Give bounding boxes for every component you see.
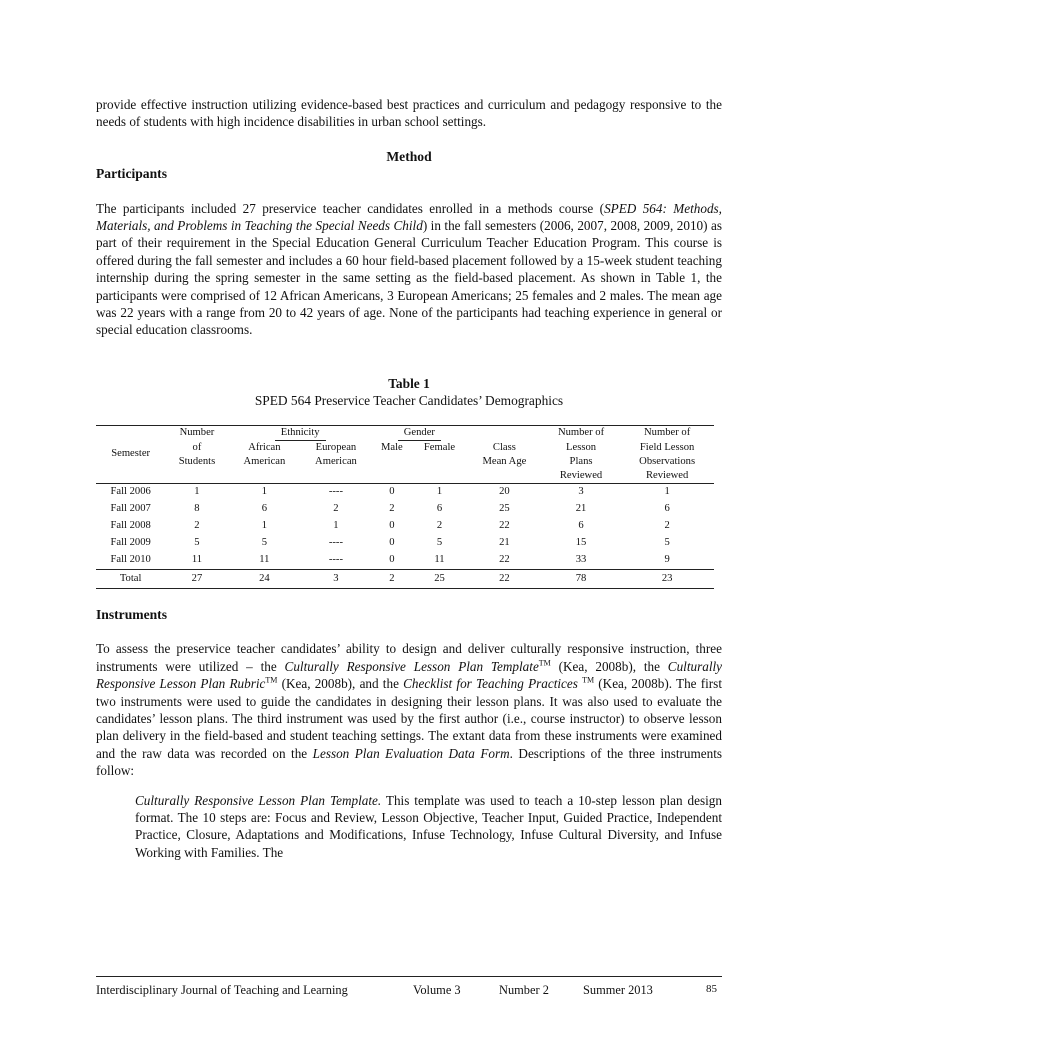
table-cell: 5	[664, 537, 670, 549]
table-cell: Fall 2008	[110, 520, 151, 532]
table-cell: 2	[372, 569, 412, 588]
col-semester: Semester	[96, 425, 165, 483]
footer-season: Summer 2013	[583, 983, 653, 997]
table-cell: Fall 2006	[110, 486, 151, 498]
table-cell: 1	[333, 520, 339, 532]
table-cell: 22	[499, 520, 510, 532]
table-cell: 2	[436, 520, 443, 532]
table-cell: ----	[328, 486, 343, 498]
table-cell: 6	[436, 503, 443, 515]
page-footer	[96, 976, 722, 998]
table-row	[96, 552, 714, 570]
table-cell: 9	[664, 554, 670, 566]
table-cell: 1	[664, 486, 670, 498]
table-cell: Fall 2007	[110, 503, 151, 515]
table-cell: 22	[499, 554, 510, 566]
table-cell: 22	[467, 569, 542, 588]
instruments-heading: Instruments	[96, 606, 167, 622]
col-gender: Gender	[372, 425, 467, 441]
table-cell: 11	[191, 554, 203, 566]
table-cell: 25	[499, 503, 510, 515]
document-page	[96, 96, 722, 861]
table-cell: 25	[412, 569, 467, 588]
table-caption: SPED 564 Preservice Teacher Candidates’ Demographics	[254, 392, 564, 408]
table-label: Table 1	[388, 375, 430, 391]
instruments-paragraph: To assess the preservice teacher candidates’ ability to design and deliver culturally responsive instruction, three instruments were utilized – the Culturally Responsive Lesson Plan Template™ (Kea, 2008b), the Culturally Responsive Lesson Plan Rubric™ (Kea, 2008b), and the Checklist for Teaching Practices ™ (Kea, 2008b). The first two instruments were used to guide the candidates in designing their lesson plans. It was also used to evaluate the candidates’ lesson plans. The third instrument was used by the first author (i.e., course instructor) to observe lesson plan delivery in the field-based and student teaching settings. The extant data from these instruments were examined and the raw data was recorded on the Lesson Plan Evaluation Data Form. Descriptions of the three instruments follow:	[96, 641, 722, 779]
table-cell: 27	[165, 569, 228, 588]
table-cell: 0	[389, 554, 395, 566]
table-cell: 1	[261, 520, 268, 532]
table-cell: 5	[194, 537, 200, 549]
course-title: SPED 564: Methods, Materials, and Problems in Teaching the Special Needs Child	[96, 200, 722, 234]
table-cell: 78	[542, 569, 620, 588]
table-cell: 1	[194, 486, 200, 498]
table-cell: 3	[300, 569, 372, 588]
table-cell: 1	[261, 486, 268, 498]
participants-paragraph: The participants included 27 preservice teacher candidates enrolled in a methods course (SPED 564: Methods, Materials, and Problems in Teaching the Special Needs Child) in the fall semesters (2006, 2007, 2008, 2009, 2010) as part of their requirement in the Special Education General Curriculum Teacher Education Program. This course is offered during the fall semester and includes a 60 hour field-based placement followed by a 15-week student teaching internship during the spring semester in the same setting as the field-based placement. As shown in Table 1, the participants were comprised of 12 African Americans, 3 European Americans; 25 females and 2 males. The mean age was 22 years with a range from 20 to 42 years of age. None of the participants had teaching experience in general or special education classrooms.	[96, 200, 722, 338]
table-cell: 21	[499, 537, 510, 549]
template-paragraph: Culturally Responsive Lesson Plan Template. This template was used to teach a 10-step lesson plan design format. The 10 steps are: Focus and Review, Lesson Objective, Teacher Input, Guided Practice, Independent Practice, Closure, Adaptations and Modifications, Infuse Technology, Infuse Cultural Diversity, and Infuse Working with Families. The	[135, 792, 722, 860]
table-cell: 2	[333, 503, 339, 515]
intro-continuation: provide effective instruction utilizing evidence-based best practices and curriculum and pedagogy responsive to the needs of students with high incidence disabilities in urban school settings.	[96, 97, 722, 130]
table-cell: 21	[575, 503, 587, 515]
table-cell: 15	[575, 537, 587, 549]
table-body	[96, 483, 714, 588]
table-cell: 5	[436, 537, 443, 549]
table-cell: 5	[261, 537, 268, 549]
page-number: 85	[706, 983, 717, 995]
table-cell: Total	[96, 569, 165, 588]
footer-journal: Interdisciplinary Journal of Teaching and Learning	[96, 983, 348, 997]
table-row	[96, 501, 714, 518]
table-cell: 11	[259, 554, 270, 566]
method-heading: Method	[386, 148, 432, 164]
table-cell: 3	[578, 486, 584, 498]
table-cell: 0	[389, 520, 395, 532]
col-male: Male	[372, 441, 412, 484]
table-cell: 24	[229, 569, 301, 588]
table-cell: ----	[328, 537, 343, 549]
table-cell: Fall 2009	[110, 537, 151, 549]
table-cell: Fall 2010	[110, 554, 151, 566]
table-cell: 0	[389, 537, 395, 549]
footer-number: Number 2	[499, 983, 549, 997]
table-row	[96, 535, 714, 552]
table-cell: 6	[261, 503, 268, 515]
demographics-table: Semester Number Ethnicity Gender Number of Number of of African European Male Female Class Lesson Field Lesson Students American American Mean Age Plans Observations Reviewed Reviewed Fall 2006 1 1 ---- 0 1 20 3 1 Fall 2007 8 6 2 2 6 25 21 6 Fall 2008 2 1 1 0 2 22 6 2 Fall 2009 5 5 ---- 0 5 21 15 5 Fall 2010 11 11 ---- 0 11 22 33 9 Total 27 24 3 2 25 22 78 23	[96, 425, 714, 589]
table-cell: 1	[436, 486, 443, 498]
table-cell: 0	[389, 486, 395, 498]
col-female: Female	[412, 441, 467, 484]
col-ethnicity: Ethnicity	[229, 425, 372, 441]
table-row	[96, 483, 714, 501]
table-cell: 11	[434, 554, 445, 566]
table-cell: 23	[620, 569, 714, 588]
footer-volume: Volume 3	[413, 983, 461, 997]
table-row	[96, 518, 714, 535]
participants-heading: Participants	[96, 166, 167, 182]
table-cell: 2	[664, 520, 670, 532]
table-cell: ----	[328, 554, 343, 566]
table-cell: 2	[389, 503, 395, 515]
table-cell: 6	[578, 520, 584, 532]
table-cell: 20	[499, 486, 510, 498]
table-total-row	[96, 569, 714, 588]
table-cell: 8	[194, 503, 200, 515]
table-cell: 2	[194, 520, 200, 532]
table-cell: 33	[575, 554, 587, 566]
table-cell: 6	[664, 503, 670, 515]
